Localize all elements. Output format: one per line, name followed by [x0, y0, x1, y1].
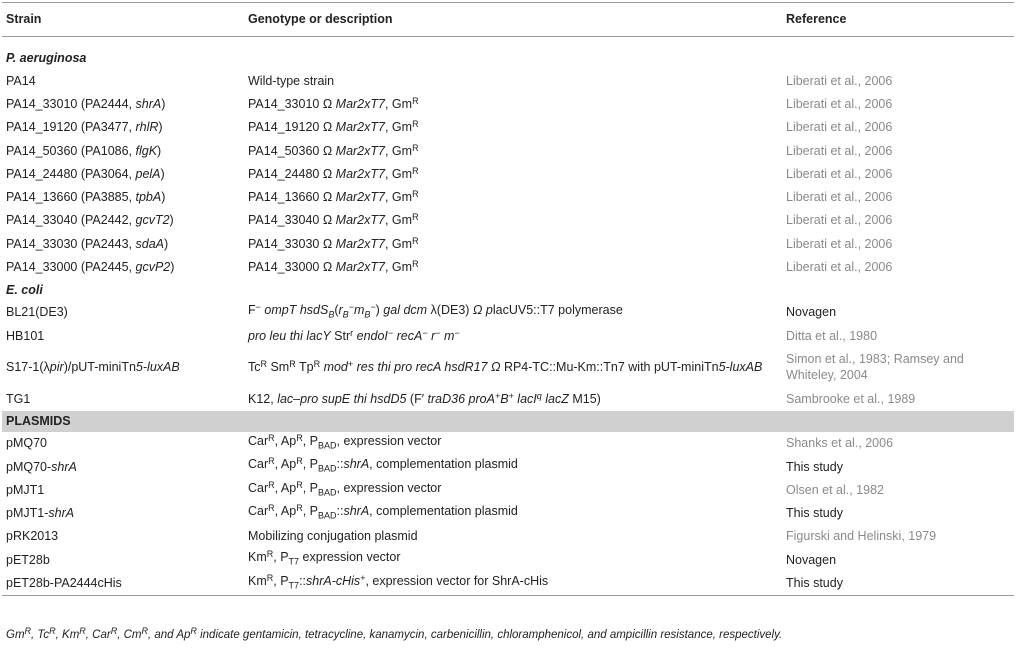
reference-cell: Novagen: [786, 305, 837, 320]
strain-cell: pET28b-PA2444cHis: [2, 571, 244, 595]
table-row: [2, 347, 1014, 387]
table-row: [2, 478, 1014, 501]
strain-cell: S17-1(λpir)/pUT-miniTn5-luxAB: [6, 360, 180, 375]
reference-cell: Liberati et al., 2006: [786, 260, 893, 275]
reference-cell: This study: [782, 571, 1014, 595]
genotype-cell: Wild-type strain: [248, 73, 335, 88]
table-row: [2, 525, 1014, 548]
genotype-cell: PA14_33030 Ω Mar2xT7, $Gm^R$: [248, 235, 419, 251]
strain-cell: PA14: [6, 73, 36, 88]
strain-cell: PA14_33000 (PA2445, gcvP2): [6, 260, 175, 275]
section-label: E. coli: [6, 282, 43, 297]
genotype-cell: PA14_33040 Ω Mar2xT7, $Gm^R$: [248, 212, 419, 228]
genotype-cell: Car$^R$, $Ap^R$, $P_{BAD}$, expression vector: [248, 479, 442, 498]
genotype-cell: Car$^R$, $Ap^R$, $P_{BAD}::shrA$, complementation plasmid: [248, 456, 518, 474]
genotype-cell: Mobilizing conjugation plasmid: [248, 529, 418, 544]
reference-cell: Liberati et al., 2006: [786, 190, 893, 205]
genotype-cell: PA14_13660 Ω Mar2xT7, $Gm^R$: [248, 189, 419, 205]
strain-cell: PA14_33010 (PA2444, shrA): [6, 96, 166, 111]
table-row: [2, 92, 1014, 115]
strain-cell: HB101: [6, 328, 45, 343]
table-row: [2, 548, 1014, 571]
genotype-cell: PA14_33000 Ω Mar2xT7, $Gm^R$: [248, 259, 419, 275]
table-row: [2, 432, 1014, 455]
strain-cell: pMQ70-shrA: [6, 459, 77, 474]
reference-cell: Novagen: [786, 552, 837, 567]
genotype-cell: Car$^R$, $Ap^R$, $P_{BAD}::shrA$, complementation plasmid: [248, 502, 518, 521]
genotype-cell: pro leu thi lacY Str$^r$ endoI− recA− r− m−: [248, 327, 460, 343]
table-row: [2, 139, 1014, 162]
genotype-cell: $Km^R$, $P_{T7}$ expression vector: [248, 549, 401, 567]
strains-plasmids-table: [2, 2, 1014, 596]
strain-cell: PA14_33040 (PA2442, gcvT2): [6, 213, 174, 228]
genotype-cell: F− ompT $hsdS_B(r_B^-m_B^-)$ gal dcm λ(DE3) Ω placUV5::T7 polymerase: [248, 302, 623, 320]
table-row: [2, 232, 1014, 255]
section-label: P. aeruginosa: [6, 51, 87, 65]
section-row-pa: [2, 37, 1014, 70]
strain-cell: pMJT1: [6, 482, 45, 497]
reference-cell: Sambrooke et al., 1989: [786, 391, 916, 406]
strain-cell: TG1: [6, 391, 31, 406]
strain-cell: pRK2013: [6, 529, 59, 544]
genotype-cell: $Km^R$, $P_{T7}::shrA-cHis^+$, expression vector for ShrA-cHis: [244, 571, 782, 595]
reference-cell: Liberati et al., 2006: [786, 143, 893, 158]
table-footnote: $Gm^R$, $Tc^R$, $Km^R$, Car$^R$, $Cm^R$, and $Ap^R$ indicate gentamicin, tetracycline, kanamycin, carbenicillin, chloramphenicol, and ampicillin resistance, respectively.: [6, 626, 783, 641]
genotype-cell: PA14_24480 Ω Mar2xT7, $Gm^R$: [248, 165, 419, 181]
reference-cell: This study: [786, 506, 843, 521]
genotype-cell: PA14_50360 Ω Mar2xT7, $Gm^R$: [248, 142, 419, 158]
reference-cell: Liberati et al., 2006: [786, 120, 893, 135]
header-reference: Reference: [782, 3, 1014, 37]
strain-cell: pMJT1-shrA: [6, 506, 75, 521]
table-row: [2, 387, 1014, 410]
table-row: [2, 69, 1014, 92]
table-row: [2, 185, 1014, 208]
table-row: [2, 324, 1014, 347]
genotype-cell: K12, lac–pro supE thi hsdD5 (F′ traD36 proA+B+ lacI$^q$ lacZ M15): [248, 390, 601, 406]
strain-cell: BL21(DE3): [6, 305, 68, 320]
strain-cell: pMQ70: [6, 436, 47, 451]
strain-cell: PA14_50360 (PA1086, flgK): [6, 143, 162, 158]
table-row: [2, 255, 1014, 278]
reference-cell: Liberati et al., 2006: [786, 236, 893, 251]
genotype-cell: Car$^R$, $Ap^R$, $P_{BAD}$, expression vector: [248, 432, 442, 451]
strain-cell: pET28b: [6, 552, 50, 567]
table-row: [2, 571, 1014, 595]
strain-cell: PA14_19120 (PA3477, rhlR): [6, 120, 163, 135]
reference-cell: Shanks et al., 2006: [786, 436, 894, 451]
reference-cell: Figurski and Helinski, 1979: [786, 529, 937, 544]
reference-cell: Liberati et al., 2006: [786, 73, 893, 88]
genotype-cell: PA14_33010 Ω Mar2xT7, $Gm^R$: [248, 95, 419, 111]
reference-cell: Ditta et al., 1980: [786, 328, 878, 343]
reference-cell: Liberati et al., 2006: [786, 96, 893, 111]
table-row: [2, 455, 1014, 478]
reference-cell: This study: [786, 459, 843, 474]
reference-cell: Simon et al., 1983; Ramsey and Whiteley, 2004: [786, 352, 964, 383]
strain-cell: PA14_24480 (PA3064, pelA): [6, 166, 165, 181]
header-strain: Strain: [2, 3, 244, 37]
genotype-cell: PA14_19120 Ω Mar2xT7, $Gm^R$: [248, 119, 419, 135]
reference-cell: Liberati et al., 2006: [786, 213, 893, 228]
strain-cell: PA14_33030 (PA2443, sdaA): [6, 236, 169, 251]
table-row: [2, 501, 1014, 524]
section-row-plasmids: [2, 411, 1014, 432]
section-label: PLASMIDS: [2, 411, 1014, 432]
strain-cell: PA14_13660 (PA3885, tpbA): [6, 190, 166, 205]
table-row: [2, 162, 1014, 185]
table-header-row: [2, 3, 1014, 37]
reference-cell: Olsen et al., 1982: [786, 482, 884, 497]
table-row: [2, 209, 1014, 232]
table-row: [2, 116, 1014, 139]
genotype-cell: $Tc^R$ $Sm^R$ $Tp^R$ mod+ res thi pro recA hsdR17 Ω RP4-TC::Mu-Km::Tn7 with pUT-miniTn5-luxAB: [248, 359, 763, 375]
reference-cell: Liberati et al., 2006: [786, 166, 893, 181]
table-row: [2, 301, 1014, 324]
header-genotype: Genotype or description: [244, 3, 782, 37]
section-row-ecoli: [2, 279, 1014, 301]
